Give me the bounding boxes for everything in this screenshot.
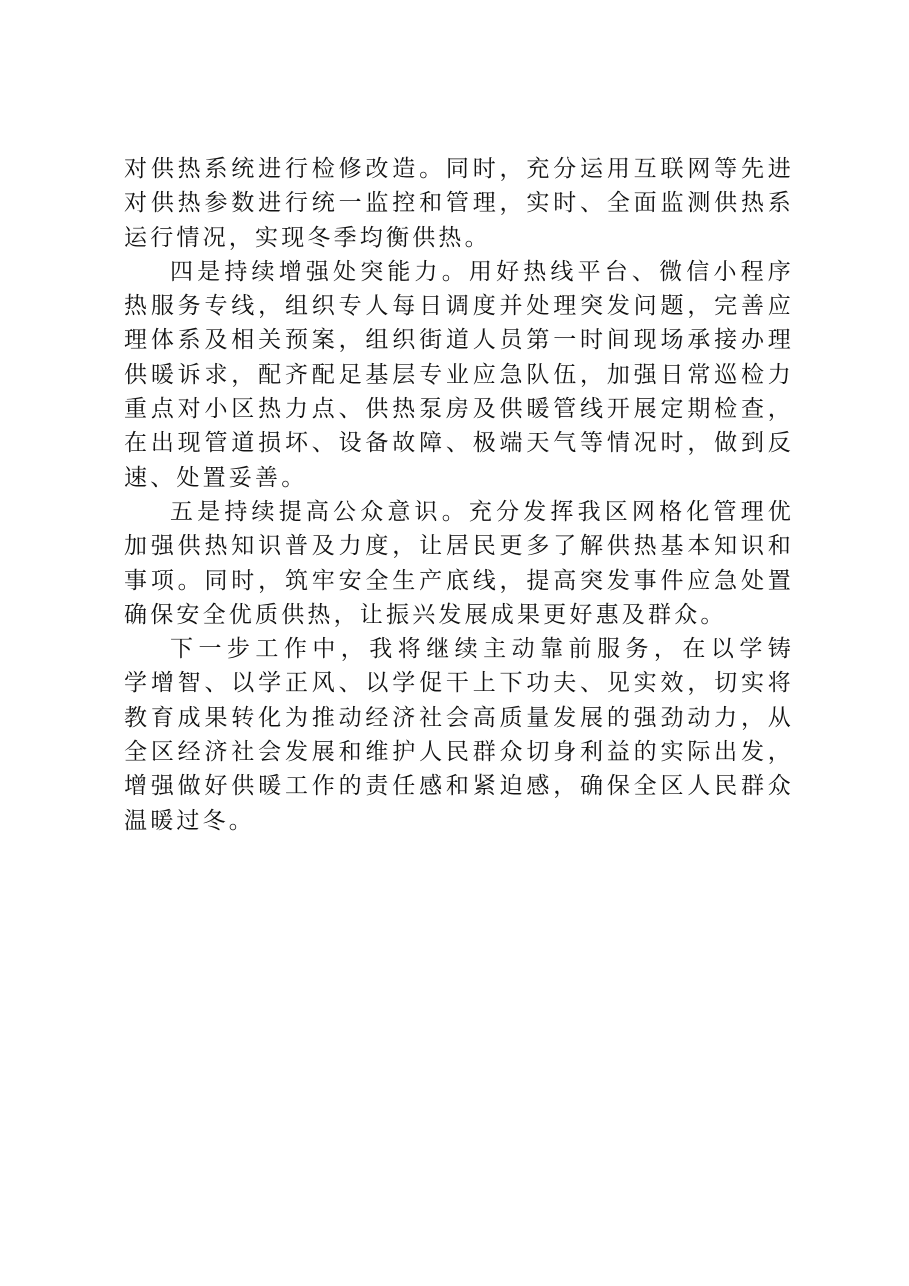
- text-line: 增强做好供暖工作的责任感和紧迫感，确保全区人民群众: [124, 773, 794, 800]
- text-line: 温暖过冬。: [124, 807, 255, 834]
- text-line: 供暖诉求，配齐配足基层专业应急队伍，加强日常巡检力: [124, 361, 794, 388]
- text-line: 学增智、以学正风、以学促干上下功夫、见实效，切实将: [124, 670, 794, 697]
- text-line: 四是持续增强处突能力。用好热线平台、微信小程序: [170, 258, 794, 285]
- text-line: 运行情况，实现冬季均衡供热。: [124, 224, 491, 251]
- text-line: 在出现管道损坏、设备故障、极端天气等情况时，做到反: [124, 430, 794, 457]
- text-line: 教育成果转化为推动经济社会高质量发展的强劲动力，从: [124, 704, 794, 731]
- document-body: [124, 152, 794, 838]
- text-line: 理体系及相关预案，组织街道人员第一时间现场承接办理: [124, 327, 794, 354]
- text-line: 五是持续提高公众意识。充分发挥我区网格化管理优: [170, 498, 794, 525]
- text-line: 加强供热知识普及力度，让居民更多了解供热基本知识和: [124, 533, 794, 560]
- text-line: 事项。同时，筑牢安全生产底线，提高突发事件应急处置: [124, 567, 794, 594]
- text-line: 对供热参数进行统一监控和管理，实时、全面监测供热系: [124, 190, 794, 217]
- text-line: 全区经济社会发展和维护人民群众切身利益的实际出发，: [124, 739, 794, 766]
- text-line: 热服务专线，组织专人每日调度并处理突发问题，完善应: [124, 293, 794, 320]
- text-line: 确保安全优质供热，让振兴发展成果更好惠及群众。: [124, 601, 727, 628]
- text-line: 速、处置妥善。: [124, 464, 308, 491]
- text-line: 对供热系统进行检修改造。同时，充分运用互联网等先进: [124, 156, 794, 182]
- text-line: 重点对小区热力点、供热泵房及供暖管线开展定期检查，: [124, 396, 794, 423]
- text-line: 下一步工作中，我将继续主动靠前服务，在以学铸: [170, 636, 794, 663]
